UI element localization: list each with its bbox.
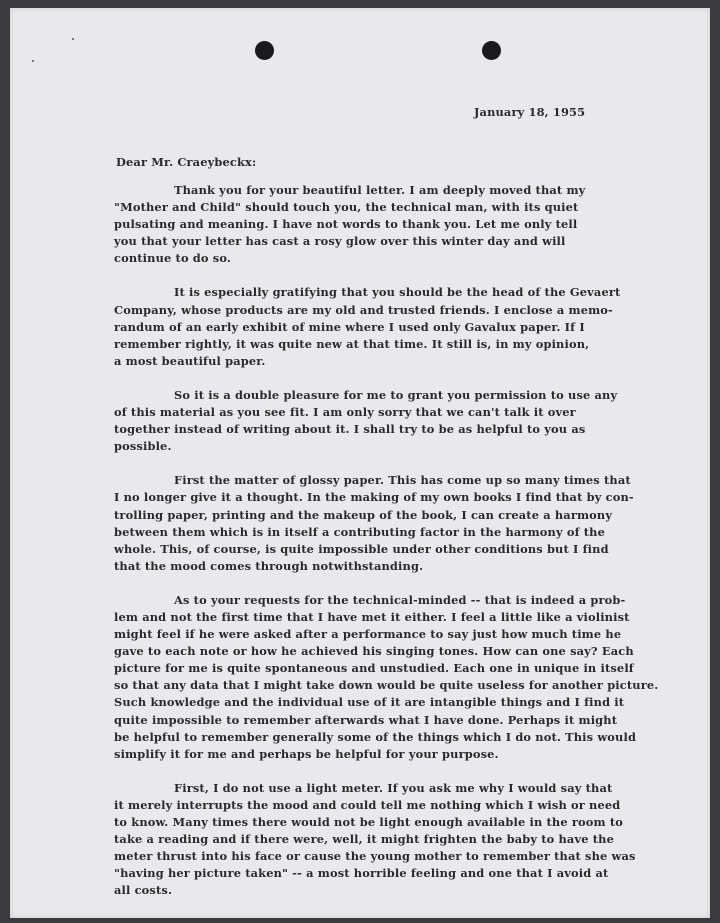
letter-date: January 18, 1955 — [474, 105, 586, 119]
letter-line: So it is a double pleasure for me to grant you permission to use any — [174, 387, 618, 402]
paper-speck — [32, 60, 34, 62]
letter-line: lem and not the first time that I have met it either. I feel a little like a violinist — [114, 609, 630, 624]
punch-hole-left — [255, 41, 274, 60]
letter-line: together instead of writing about it. I shall try to be as helpful to you as — [114, 422, 586, 437]
paper-speck — [72, 38, 74, 40]
letter-line: gave to each note or how he achieved his singing tones. How can one say? Each — [114, 644, 634, 659]
letter-paragraph — [114, 182, 696, 267]
letter-line: "Mother and Child" should touch you, the technical man, with its quiet — [114, 200, 579, 215]
letter-line: First, I do not use a light meter. If you ask me why I would say that — [174, 780, 613, 795]
punch-hole-right — [482, 41, 501, 60]
letter-line: It is especially gratifying that you should be the head of the Gevaert — [174, 285, 621, 300]
letter-line: take a reading and if there were, well, it might frighten the baby to have the — [114, 832, 614, 847]
letter-paragraph — [114, 592, 696, 763]
letter-line: of this material as you see fit. I am only sorry that we can't talk it over — [114, 405, 576, 420]
letter-line: I no longer give it a thought. In the making of my own books I find that by con- — [114, 490, 634, 505]
letter-line: trolling paper, printing and the makeup of the book, I can create a harmony — [114, 507, 613, 522]
letter-line: randum of an early exhibit of mine where I used only Gavalux paper. If I — [114, 319, 585, 334]
letter-page — [10, 8, 710, 918]
letter-paragraph — [114, 780, 696, 900]
letter-line: to know. Many times there would not be light enough available in the room to — [114, 815, 624, 829]
letter-line: it merely interrupts the mood and could tell me nothing which I wish or need — [114, 797, 621, 812]
letter-line: might feel if he were asked after a performance to say just how much time he — [114, 627, 622, 642]
letter-salutation: Dear Mr. Craeybeckx: — [116, 155, 257, 169]
letter-line: quite impossible to remember afterwards what I have done. Perhaps it might — [114, 712, 618, 727]
letter-line: picture for me is quite spontaneous and unstudied. Each one in unique in itself — [114, 661, 634, 676]
letter-line: between them which is in itself a contributing factor in the harmony of the — [114, 524, 605, 539]
letter-line: that the mood comes through notwithstanding. — [114, 558, 424, 573]
letter-line: all costs. — [114, 883, 173, 898]
letter-line: be helpful to remember generally some of the things which I do not. This would — [114, 729, 637, 744]
letter-paragraph — [114, 284, 696, 369]
letter-paragraph — [114, 387, 696, 455]
letter-line: continue to do so. — [114, 251, 232, 266]
letter-line: you that your letter has cast a rosy glow over this winter day and will — [114, 234, 566, 249]
letter-line: "having her picture taken" -- a most horrible feeling and one that I avoid at — [114, 866, 609, 881]
letter-body — [114, 182, 696, 916]
letter-line: First the matter of glossy paper. This has come up so many times that — [174, 473, 631, 488]
letter-line: whole. This, of course, is quite impossible under other conditions but I find — [114, 541, 609, 556]
letter-line: meter thrust into his face or cause the young mother to remember that she was — [114, 849, 636, 864]
letter-line: simplify it for me and perhaps be helpful for your purpose. — [114, 746, 499, 761]
letter-line: possible. — [114, 439, 172, 454]
letter-line: Company, whose products are my old and trusted friends. I enclose a memo- — [114, 302, 613, 317]
letter-line: so that any data that I might take down would be quite useless for another picture. — [114, 678, 659, 693]
letter-line: pulsating and meaning. I have not words to thank you. Let me only tell — [114, 217, 578, 232]
letter-line: Such knowledge and the individual use of it are intangible things and I find it — [114, 695, 625, 710]
letter-line: remember rightly, it was quite new at that time. It still is, in my opinion, — [114, 336, 590, 351]
letter-paragraph — [114, 472, 696, 575]
letter-line: a most beautiful paper. — [114, 353, 266, 368]
letter-line: As to your requests for the technical-minded -- that is indeed a prob- — [174, 592, 626, 607]
letter-line: Thank you for your beautiful letter. I am deeply moved that my — [174, 183, 586, 197]
